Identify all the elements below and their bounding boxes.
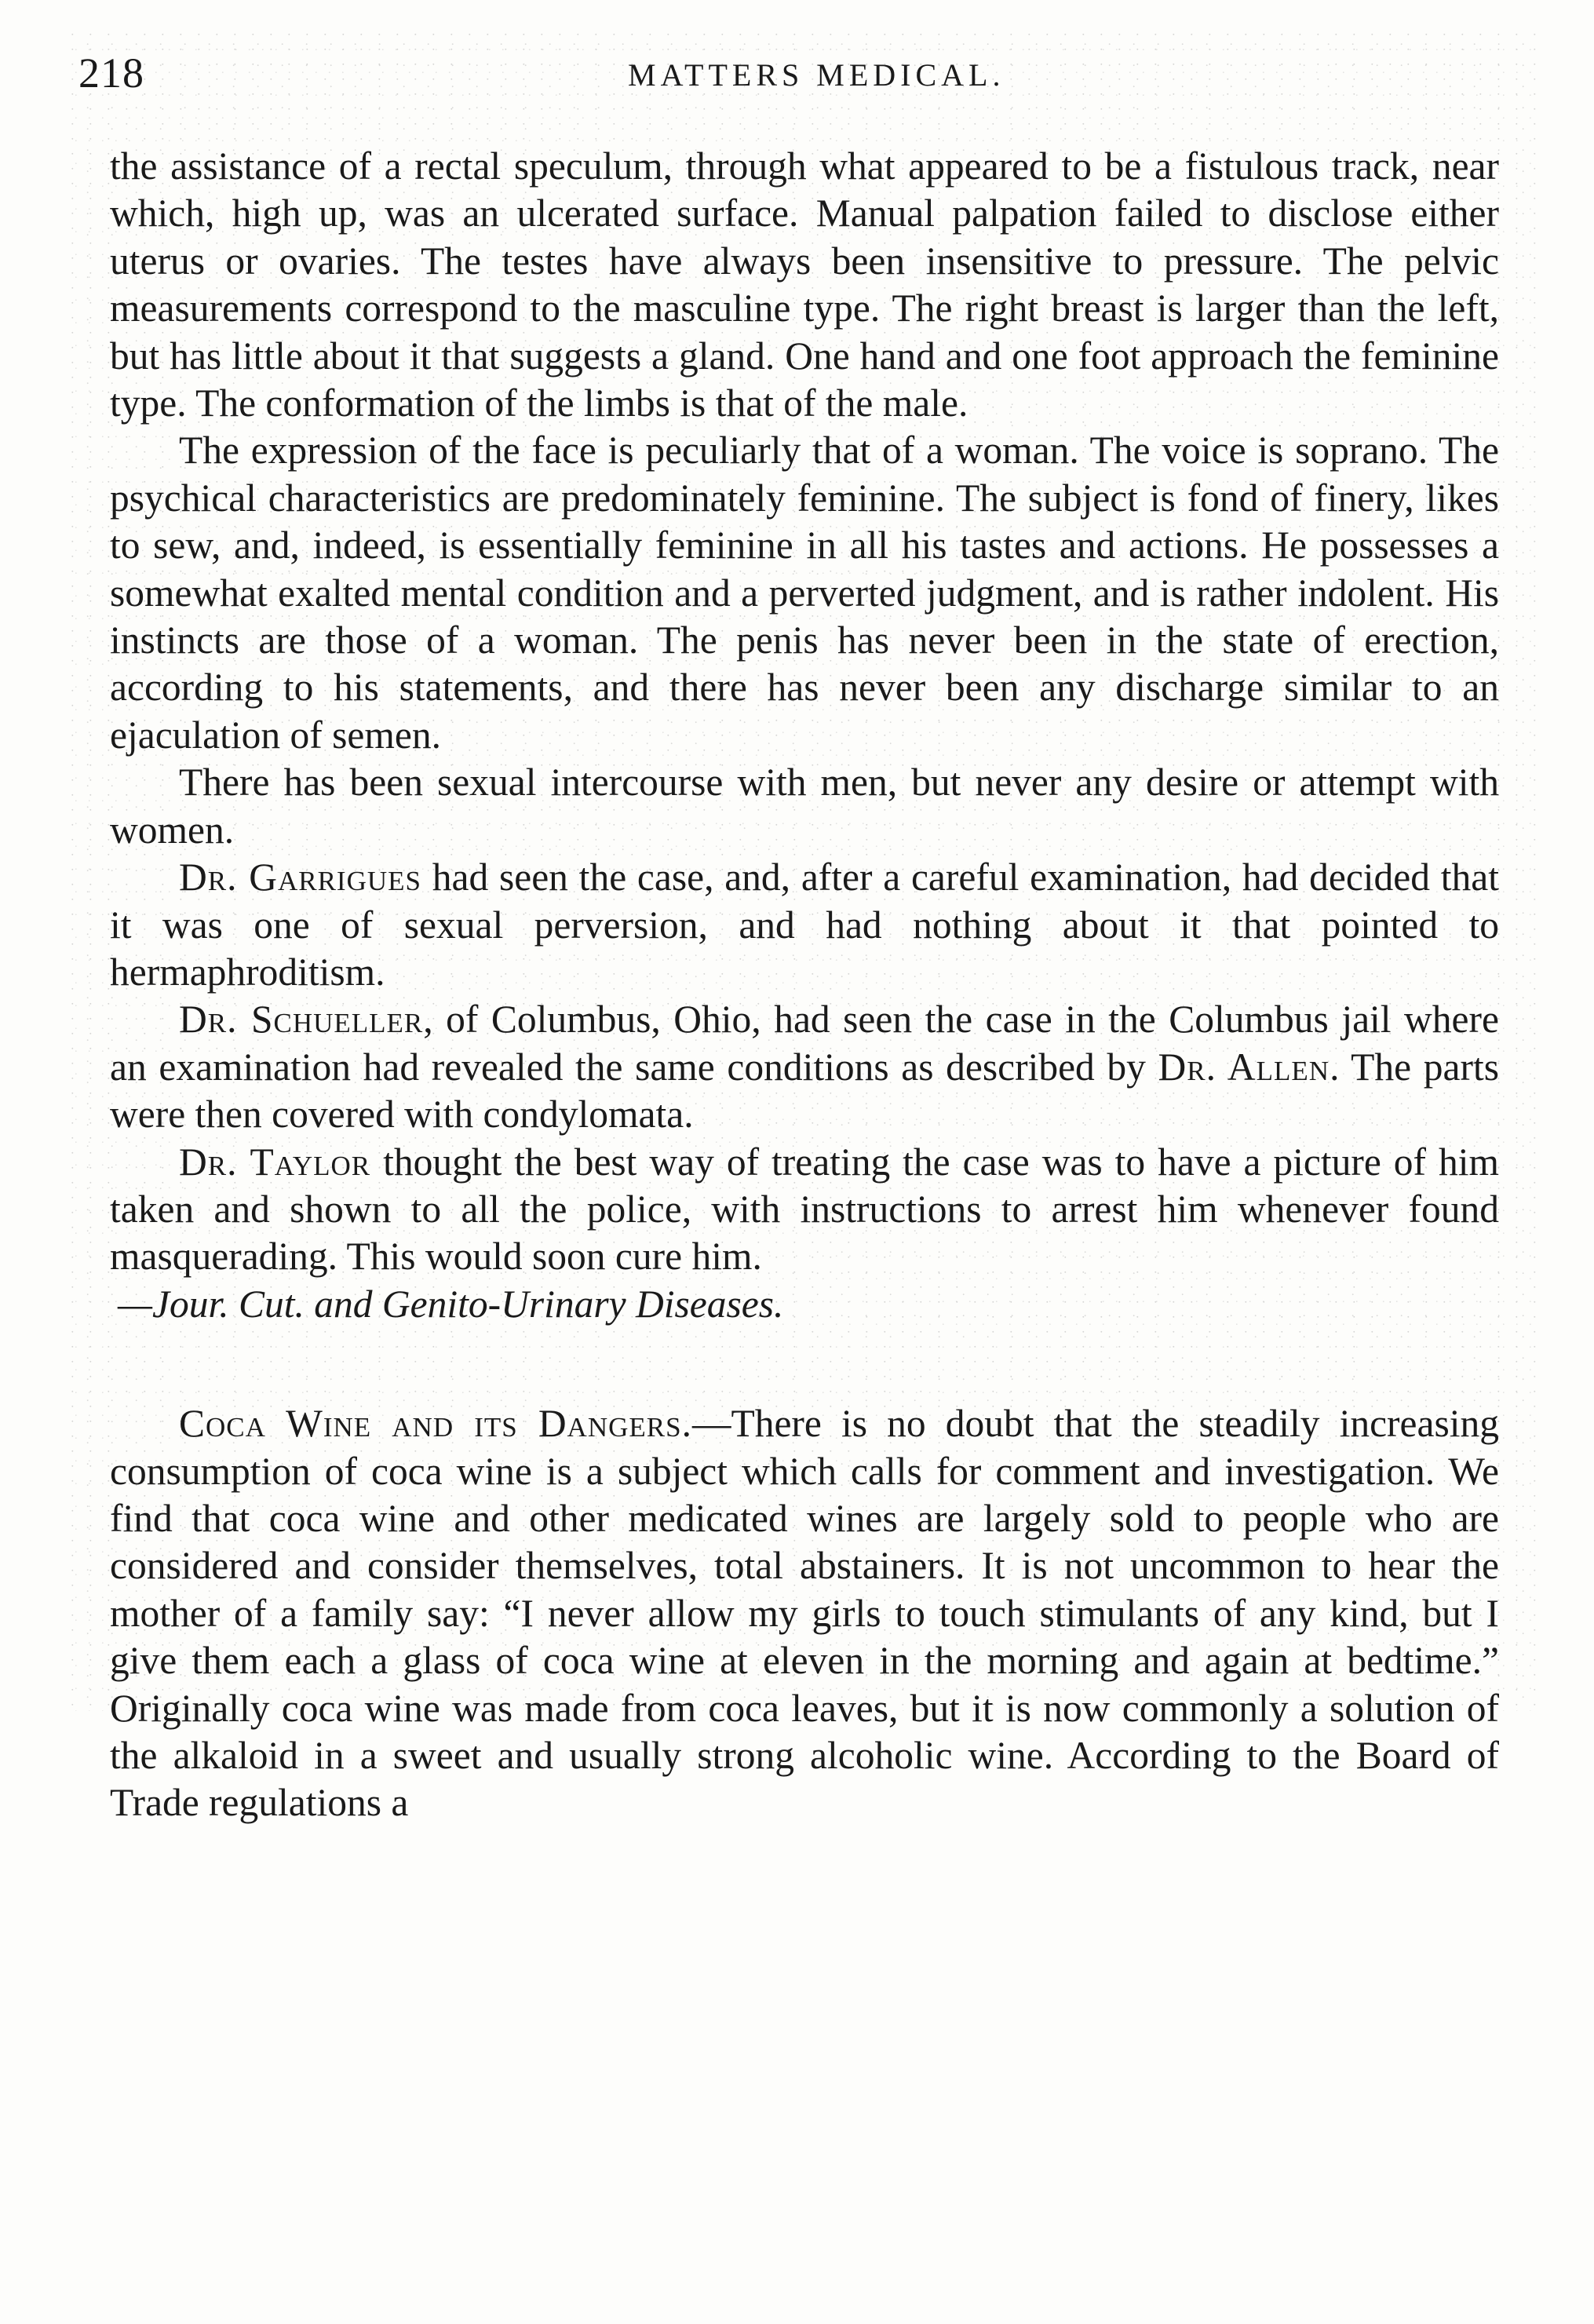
- speaker-name: Dr. Schueller: [179, 998, 424, 1042]
- paragraph-text: , of Columbus, Ohio, had seen the case in the Columbus jail where an examination had revealed the same conditions as described by: [110, 998, 1499, 1089]
- paragraph-coca-wine: [110, 1400, 1499, 1827]
- running-title: MATTERS MEDICAL.: [628, 57, 1005, 93]
- paragraph-continuation: the assistance of a rectal speculum, through what appeared to be a fistulous track, near which, high up, was an ulcerated surface. Manual palpation failed to disclose either uterus or ovaries. The testes have always been insensitive to pressure. The pelvic measurements correspond to the masculine type. The right breast is larger than the left, but has little about it that suggests a gland. One hand and one foot approach the feminine type. The conformation of the limbs is that of the male.: [110, 144, 1499, 425]
- source-citation: —Jour. Cut. and Genito-Urinary Diseases.: [118, 1282, 784, 1326]
- paragraph-taylor: [110, 1139, 1499, 1281]
- paragraph-schueller: [110, 996, 1499, 1138]
- paragraph-intercourse: There has been sexual intercourse with men, but never any desire or attempt with women.: [110, 761, 1499, 852]
- paragraph-text: thought the best way of treating the case was to have a picture of him taken and shown to all the police, with instructions to arrest him whenever found masquerading. This would soon cure him.: [110, 1140, 1499, 1279]
- paragraph-expression: The expression of the face is peculiarly that of a woman. The voice is soprano. The psychical characteristics are predominately feminine. The subject is fond of finery, likes to sew, and, indeed, is essentially feminine in all his tastes and actions. He possesses a somewhat exalted mental condition and a perverted judgment, and is rather indolent. His instincts are those of a woman. The penis has never been in the state of erection, according to his statements, and there has never been any discharge similar to an ejaculation of semen.: [110, 429, 1499, 757]
- section-heading: Coca Wine and its Dangers.: [179, 1402, 692, 1446]
- paragraph-text: had seen the case, and, after a careful examination, had decided that it was one of sexual perversion, and had nothing about it that pointed to hermaphroditism.: [110, 856, 1500, 994]
- speaker-name: Dr. Garrigues: [179, 856, 421, 899]
- paragraph-text: —There is no doubt that the steadily increasing consumption of coca wine is a subject which calls for comment and investigation. We find that coca wine and other medicated wines are largely sold to people who are considered and consider themselves, total abstainers. It is not uncommon to hear the mother of a family say: “I never allow my girls to touch stimulants of any kind, but I give them each a glass of coca wine at eleven in the morning and again at bedtime.” Originally coca wine was made from coca leaves, but it is now commonly a solution of the alkaloid in a sweet and usually strong alcoholic wine. According to the Board of Trade regulations a: [110, 1402, 1499, 1825]
- referenced-name: Dr. Allen: [1158, 1045, 1330, 1089]
- page-number: 218: [78, 49, 144, 97]
- paragraph-garrigues: [110, 854, 1499, 996]
- paragraph-text: . The parts were then covered with condylomata.: [110, 1045, 1499, 1136]
- section-gap: [110, 1328, 1499, 1400]
- running-head: [78, 49, 1515, 104]
- speaker-name: Dr. Taylor: [179, 1140, 371, 1184]
- body-text: [110, 143, 1499, 1827]
